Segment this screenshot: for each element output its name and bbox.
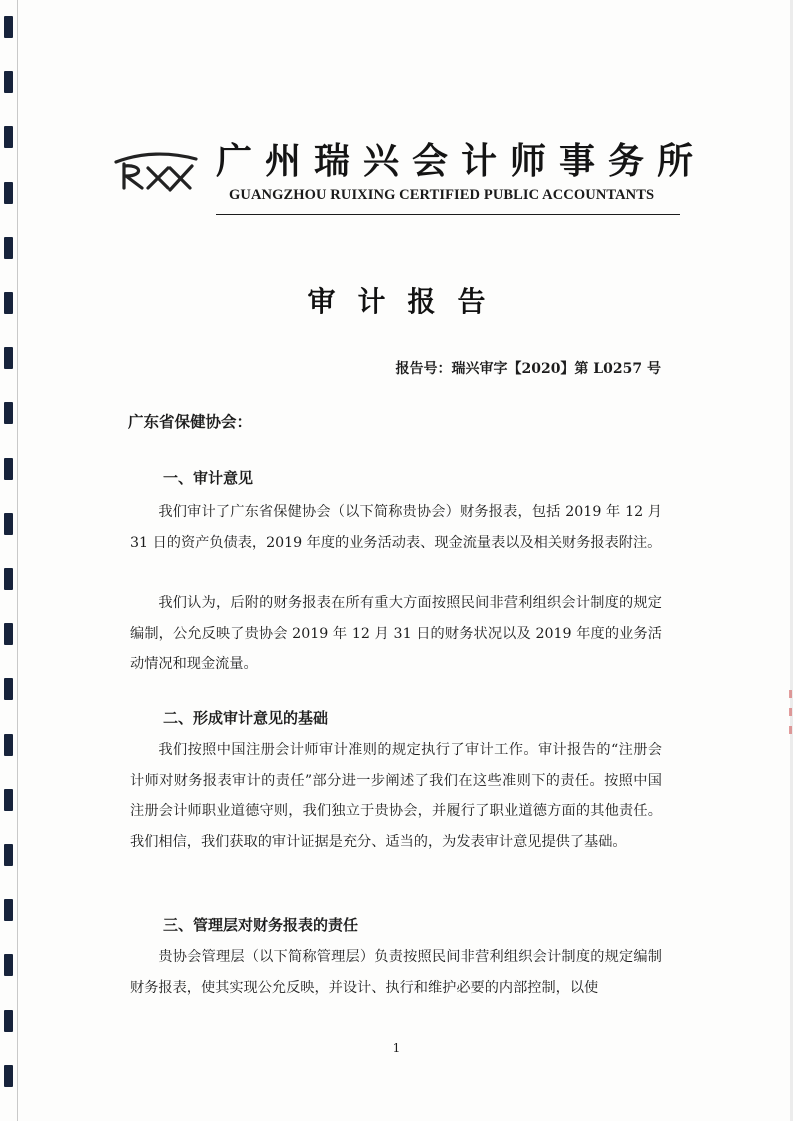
binding-hole <box>4 1010 13 1032</box>
letterhead-rule <box>216 214 680 215</box>
binding-hole <box>4 734 13 756</box>
report-number: 报告号：瑞兴审字【2020】第 L0257 号 <box>395 361 661 377</box>
paragraph: 我们按照中国注册会计师审计准则的规定执行了审计工作。审计报告的“注册会计师对财务报表审计的责任”部分进一步阐述了我们在这些准则下的责任。按照中国注册会计师职业道德守则，我们独立于贵协会，并履行了职业道德方面的其他责任。我们相信，我们获取的审计证据是充分、适当的，为发表审计意见提供了基础。 <box>130 742 662 850</box>
paragraph: 我们认为，后附的财务报表在所有重大方面按照民间非营利组织会计制度的规定编制，公允反映了贵协会 2019 年 12 月 31 日的财务状况以及 2019 年度的业务活动情况和现金流量。 <box>130 595 662 672</box>
binding-hole <box>4 402 13 424</box>
binding-hole <box>4 899 13 921</box>
firm-name-en: GUANGZHOU RUIXING CERTIFIED PUBLIC ACCOUNTANTS <box>229 187 655 203</box>
page-number: 1 <box>392 1041 401 1055</box>
binding-hole <box>4 347 13 369</box>
firm-logo <box>112 142 198 196</box>
binding-hole <box>4 789 13 811</box>
binding-strip <box>0 0 22 1121</box>
binding-hole <box>4 237 13 259</box>
section-heading-management-responsibility: 三、管理层对财务报表的责任 <box>163 916 359 934</box>
binding-hole <box>4 954 13 976</box>
addressee: 广东省保健协会： <box>128 412 253 431</box>
binding-hole <box>4 568 13 590</box>
binding-hole <box>4 71 13 93</box>
paragraph: 贵协会管理层（以下简称管理层）负责按照民间非营利组织会计制度的规定编制财务报表，使其实现公允反映，并设计、执行和维护必要的内部控制，以使 <box>130 949 662 996</box>
binding-hole <box>4 16 13 38</box>
binding-hole <box>4 126 13 148</box>
seal-fragment <box>787 690 793 750</box>
binding-hole <box>4 513 13 535</box>
binding-hole <box>4 182 13 204</box>
binding-hole <box>4 1065 13 1087</box>
section-heading-basis-for-opinion: 二、形成审计意见的基础 <box>163 709 329 727</box>
binding-hole <box>4 844 13 866</box>
section-heading-audit-opinion: 一、审计意见 <box>163 469 254 487</box>
firm-name-cn: 广州瑞兴会计师事务所 <box>216 140 707 182</box>
binding-hole <box>4 678 13 700</box>
binding-hole <box>4 458 13 480</box>
document-title: 审计报告 <box>307 285 508 318</box>
paragraph: 我们审计了广东省保健协会（以下简称贵协会）财务报表，包括 2019 年 12 月 31 日的资产负债表，2019 年度的业务活动表、现金流量表以及相关财务报表附注。 <box>130 504 662 551</box>
binding-hole <box>4 623 13 645</box>
